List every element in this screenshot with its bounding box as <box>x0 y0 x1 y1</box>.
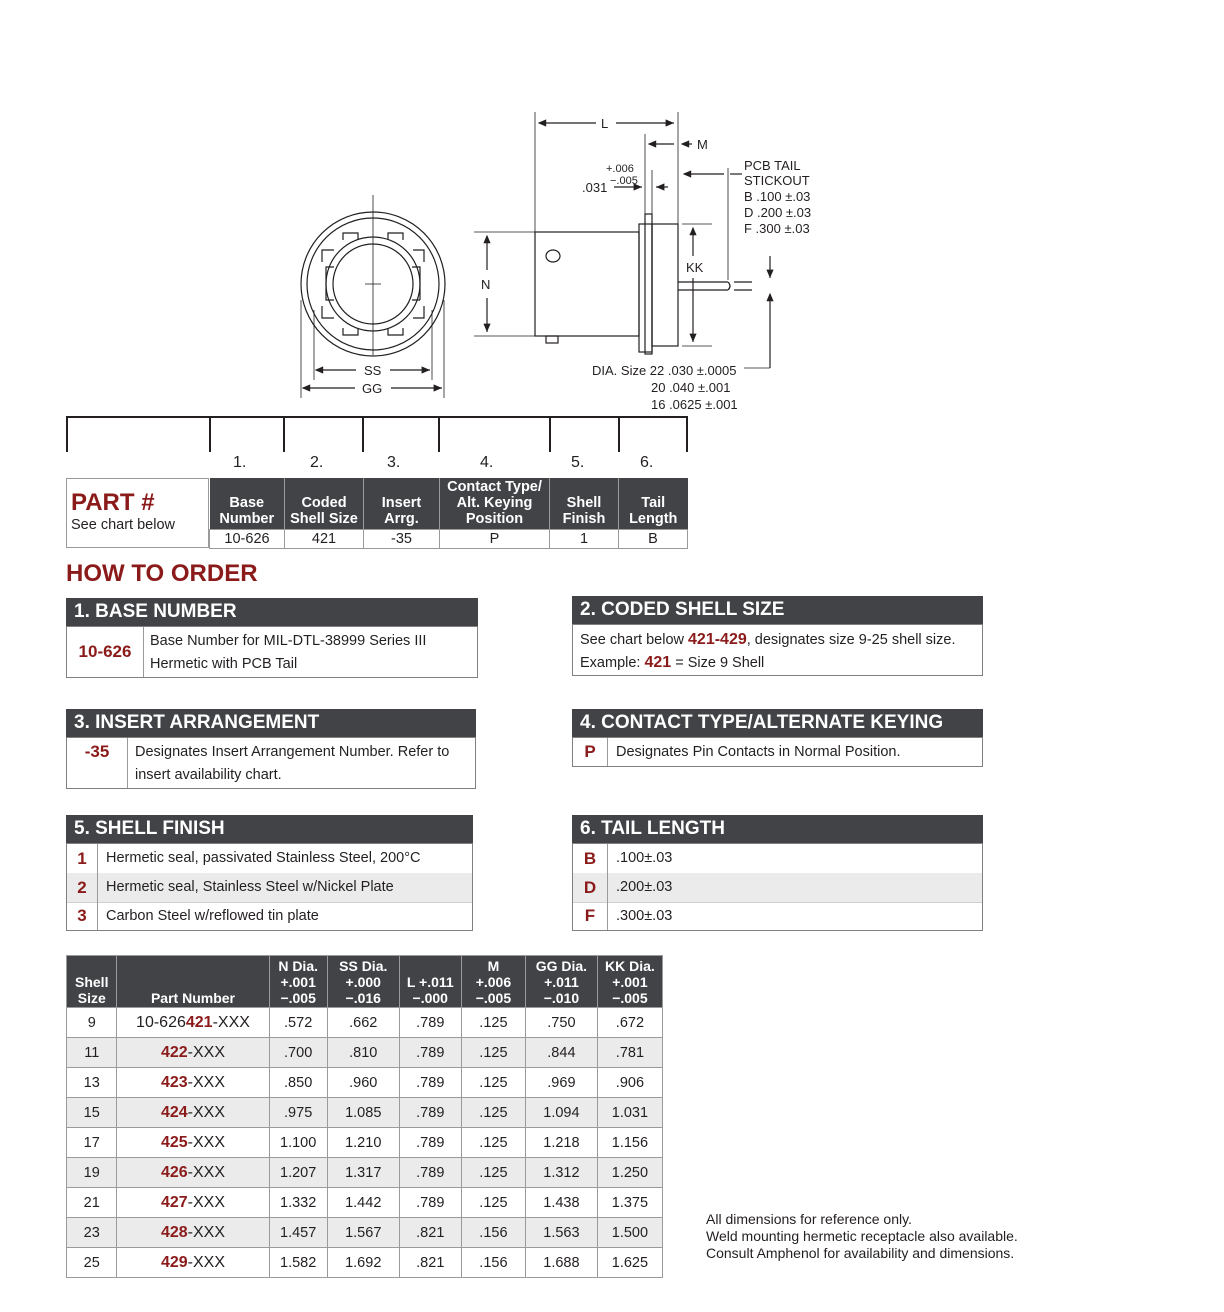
base-number-panel <box>66 626 478 678</box>
finish-row: 1 Hermetic seal, passivated Stainless Steel, 200°C <box>67 844 472 874</box>
note-line: Weld mounting hermetic receptacle also available. <box>706 1228 1018 1244</box>
pcb-tail-line: F .300 ±.03 <box>744 221 810 236</box>
part-builder-bracket <box>66 416 688 452</box>
table-row: 11 422-XXX .700 .810 .789 .125 .844 .781 <box>67 1038 663 1068</box>
builder-header-shell: Coded Shell Size <box>285 478 364 530</box>
pcb-tail-line: B .100 ±.03 <box>744 189 811 204</box>
table-row: 17 425-XXX 1.100 1.210 .789 .125 1.218 1.156 <box>67 1128 663 1158</box>
tol-plus-label: +.006 <box>606 163 634 175</box>
dim-m-label: M <box>697 137 708 152</box>
col-header-n: N Dia. +.001 −.005 <box>269 956 327 1008</box>
insert-text: Designates Insert Arrangement Number. Refer to <box>135 744 450 760</box>
builder-header-finish: Shell Finish <box>550 478 619 530</box>
col-header-kk: KK Dia. +.001 −.005 <box>597 956 662 1008</box>
field-number: 3. <box>387 454 401 471</box>
col-header-part-number: Part Number <box>117 956 269 1008</box>
part-builder-table <box>209 478 688 549</box>
notes <box>706 1211 1018 1262</box>
part-number-box <box>66 478 209 548</box>
base-number-header: 1. BASE NUMBER <box>66 598 478 626</box>
contact-header: 4. CONTACT TYPE/ALTERNATE KEYING <box>572 709 983 737</box>
dim-kk-label: KK <box>686 260 704 275</box>
finish-header: 5. SHELL FINISH <box>66 815 473 843</box>
field-number: 6. <box>640 454 654 471</box>
insert-text: insert availability chart. <box>135 767 282 783</box>
tail-row: D .200±.03 <box>573 873 982 903</box>
builder-value: B <box>619 530 688 549</box>
col-header-gg: GG Dia. +.011 −.010 <box>525 956 597 1008</box>
table-row: 23 428-XXX 1.457 1.567 .821 .156 1.563 1.500 <box>67 1218 663 1248</box>
base-number-text: Hermetic with PCB Tail <box>150 656 298 672</box>
table-row: 9 10-626421-XXX .572 .662 .789 .125 .750 .672 <box>67 1008 663 1038</box>
insert-panel <box>66 737 476 789</box>
table-row: 13 423-XXX .850 .960 .789 .125 .969 .906 <box>67 1068 663 1098</box>
pcb-tail-line: STICKOUT <box>744 173 810 188</box>
tol-031-label: .031 <box>582 180 608 195</box>
builder-header-tail: Tail Length <box>619 478 688 530</box>
field-number: 4. <box>480 454 494 471</box>
pcb-tail-line: PCB TAIL <box>744 158 801 173</box>
table-row: 21 427-XXX 1.332 1.442 .789 .125 1.438 1.375 <box>67 1188 663 1218</box>
finish-row: 2 Hermetic seal, Stainless Steel w/Nickel Plate <box>67 873 472 903</box>
insert-header: 3. INSERT ARRANGEMENT <box>66 709 476 737</box>
builder-value: 1 <box>550 530 619 549</box>
note-line: Consult Amphenol for availability and dimensions. <box>706 1245 1015 1261</box>
field-number: 2. <box>310 454 324 471</box>
col-header-shell-size: Shell Size <box>67 956 117 1008</box>
shell-size-header: 2. CODED SHELL SIZE <box>572 596 983 624</box>
builder-value: 421 <box>285 530 364 549</box>
how-to-order-title: HOW TO ORDER <box>66 560 258 587</box>
shell-size-example: Example: 421 = Size 9 Shell <box>580 654 765 671</box>
builder-value: -35 <box>364 530 440 549</box>
dia-line: 20 .040 ±.001 <box>651 380 731 395</box>
field-number: 5. <box>571 454 585 471</box>
builder-header-contact: Contact Type/ Alt. Keying Position <box>440 478 550 530</box>
tail-header: 6. TAIL LENGTH <box>572 815 983 843</box>
table-row: 19 426-XXX 1.207 1.317 .789 .125 1.312 1.250 <box>67 1158 663 1188</box>
dim-ss-label: SS <box>364 363 382 378</box>
finish-panel <box>66 843 473 931</box>
finish-row: 3 Carbon Steel w/reflowed tin plate <box>67 902 472 930</box>
builder-value: 10-626 <box>210 530 285 549</box>
contact-panel <box>572 737 983 767</box>
dimensions-table <box>66 955 663 1278</box>
dim-gg-label: GG <box>362 381 383 396</box>
contact-code: P <box>573 738 608 766</box>
field-number: 1. <box>233 454 247 471</box>
col-header-l: L +.011 −.000 <box>399 956 461 1008</box>
base-number-text: Base Number for MIL-DTL-38999 Series III <box>150 633 427 649</box>
tail-row: F .300±.03 <box>573 902 982 930</box>
builder-value: P <box>440 530 550 549</box>
shell-size-line: See chart below 421-429, designates size 9-25 shell size. <box>580 631 956 648</box>
col-header-m: M +.006 −.005 <box>461 956 525 1008</box>
dim-n-label: N <box>481 277 491 292</box>
builder-header-base: Base Number <box>210 478 285 530</box>
builder-header-insert: Insert Arrg. <box>364 478 440 530</box>
dia-line: 16 .0625 ±.001 <box>651 397 738 412</box>
part-subtitle: See chart below <box>71 517 175 533</box>
insert-code: -35 <box>67 738 128 766</box>
part-title: PART # <box>71 489 155 516</box>
tol-minus-label: −.005 <box>610 175 638 187</box>
connector-drawing <box>0 0 1224 420</box>
contact-text: Designates Pin Contacts in Normal Position. <box>616 744 901 760</box>
tail-row: B .100±.03 <box>573 844 982 874</box>
base-number-code: 10-626 <box>67 627 144 677</box>
table-row: 25 429-XXX 1.582 1.692 .821 .156 1.688 1.625 <box>67 1248 663 1278</box>
table-row: 15 424-XXX .975 1.085 .789 .125 1.094 1.031 <box>67 1098 663 1128</box>
shell-size-panel <box>572 624 983 676</box>
pcb-tail-line: D .200 ±.03 <box>744 205 812 220</box>
dim-l-label: L <box>601 116 609 131</box>
note-line: All dimensions for reference only. <box>706 1211 912 1227</box>
side-view <box>474 112 770 368</box>
dia-line: DIA. Size 22 .030 ±.0005 <box>592 363 737 378</box>
col-header-ss: SS Dia. +.000 −.016 <box>327 956 399 1008</box>
tail-panel <box>572 843 983 931</box>
